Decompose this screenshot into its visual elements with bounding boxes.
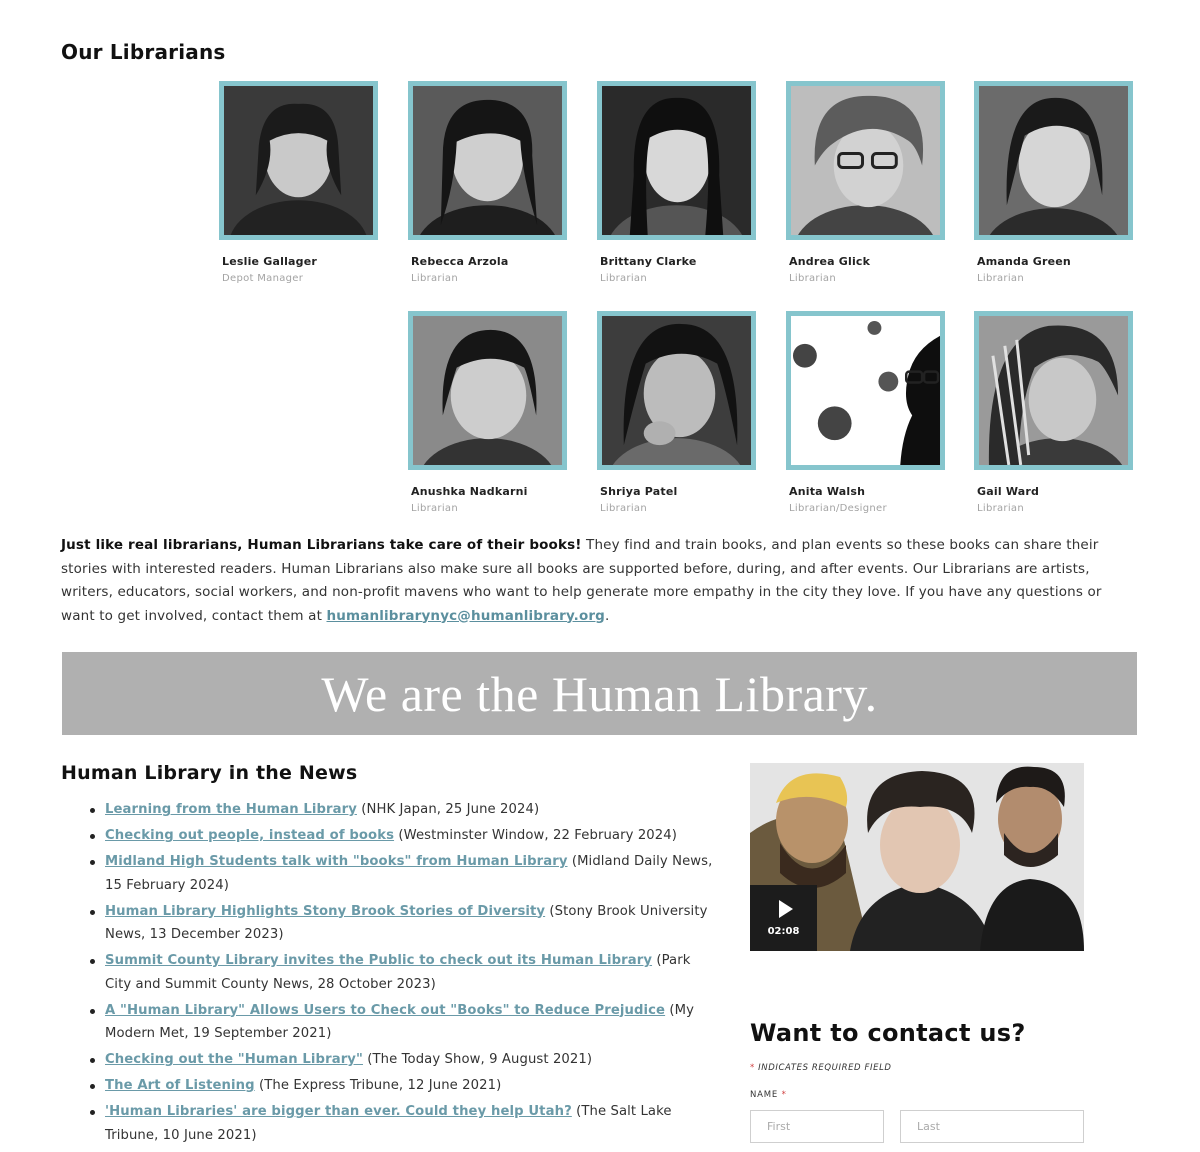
news-source: (Stony Brook University News, 13 December 2023) [105,903,708,942]
news-source: (NHK Japan, 25 June 2024) [356,802,540,817]
name-label-text: NAME [750,1090,779,1100]
librarian-photo [597,81,756,240]
librarian-card [597,311,757,514]
librarian-role: Librarian [789,273,836,284]
librarian-card [786,81,946,284]
news-link[interactable]: Human Library Highlights Stony Brook Stories of Diversity [105,903,546,919]
librarian-photo [974,311,1133,470]
intro-lead: Just like real librarians, Human Librarians take care of their books! [61,537,582,553]
librarian-name: Gail Ward [977,485,1040,498]
intro-body: They find and train books, and plan events so these books can share their stories with interested readers. Human Librarians also make sure all books are supported before, during, and after events. Our Librarians are artists, writers, educators, social workers, and non-profit mavens who want to help generate more empathy in the city they love. If you have any questions or want to get involved, contact them at [61,537,1102,624]
news-source: (Park City and Summit County News, 28 October 2023) [105,953,691,992]
news-item [105,824,717,848]
news-link[interactable]: Midland High Students talk with "books" from Human Library [105,854,568,869]
librarian-card [786,311,946,514]
librarian-role: Librarian [977,503,1024,514]
news-source: (The Salt Lake Tribune, 10 June 2021) [105,1104,672,1143]
librarian-role: Librarian [600,503,647,514]
librarian-photo [974,81,1133,240]
librarian-role: Librarian [977,273,1024,284]
name-field-label [750,1090,787,1100]
news-source: (Midland Daily News, 15 February 2024) [105,854,713,893]
video-player[interactable] [750,763,1084,951]
librarian-card [597,81,757,284]
librarian-name: Amanda Green [977,255,1071,268]
news-section-title: Human Library in the News [61,762,358,784]
news-link[interactable]: The Art of Listening [105,1078,255,1093]
librarian-role: Librarian [411,503,458,514]
play-icon [779,900,793,918]
news-item [105,798,717,822]
news-link[interactable]: 'Human Libraries' are bigger than ever. Could they help Utah? [105,1104,572,1119]
news-link[interactable]: Checking out people, instead of books [105,828,395,843]
librarian-card [219,81,379,284]
required-note-text: INDICATES REQUIRED FIELD [758,1063,892,1073]
librarian-card [974,81,1134,284]
required-field-note [750,1063,892,1073]
intro-end: . [605,607,610,624]
news-source: (The Express Tribune, 12 June 2021) [254,1078,502,1093]
first-name-input[interactable] [750,1110,884,1143]
news-item [105,1100,717,1147]
librarian-role: Depot Manager [222,273,304,284]
contact-title: Want to contact us? [750,1019,1026,1047]
news-item [105,850,717,897]
news-list [105,798,717,1150]
human-library-banner [62,652,1137,735]
last-name-input[interactable] [900,1110,1084,1143]
librarian-card [408,81,568,284]
librarian-role: Librarian [411,273,458,284]
news-link[interactable]: Summit County Library invites the Public to check out its Human Library [105,953,653,968]
librarian-name: Anushka Nadkarni [411,485,528,498]
librarian-photo [786,81,945,240]
librarian-card [974,311,1134,514]
contact-email-link[interactable]: humanlibrarynyc@humanlibrary.org [326,607,605,624]
librarian-name: Leslie Gallager [222,255,318,268]
librarian-photo [597,311,756,470]
video-duration: 02:08 [767,925,800,937]
news-item [105,900,717,947]
news-link[interactable]: Learning from the Human Library [105,802,357,817]
news-link[interactable]: A "Human Library" Allows Users to Check out "Books" to Reduce Prejudice [105,1002,666,1018]
librarian-photo [408,81,567,240]
news-source: (The Today Show, 9 August 2021) [362,1052,593,1067]
banner-text: We are the Human Library. [321,665,878,722]
news-item [105,1048,717,1072]
librarian-name: Shriya Patel [600,485,678,498]
librarians-section-title: Our Librarians [61,40,226,64]
news-link[interactable]: Checking out the "Human Library" [105,1052,363,1067]
librarian-role: Librarian/Designer [789,503,887,514]
news-item [105,1074,717,1098]
play-button[interactable] [750,885,817,951]
news-item [105,949,717,996]
librarian-photo [786,311,945,470]
librarian-name: Rebecca Arzola [411,255,509,268]
required-star: * [781,1090,787,1100]
required-star: * [750,1063,755,1073]
librarian-name: Brittany Clarke [600,255,697,268]
librarians-intro [61,534,1136,628]
librarian-role: Librarian [600,273,647,284]
news-source: (Westminster Window, 22 February 2024) [394,828,678,843]
librarian-card [408,311,568,514]
librarian-name: Andrea Glick [789,255,871,268]
news-item [105,999,717,1046]
librarian-photo [408,311,567,470]
librarian-name: Anita Walsh [789,485,866,498]
librarian-photo [219,81,378,240]
news-source: (My Modern Met, 19 September 2021) [105,1002,695,1041]
